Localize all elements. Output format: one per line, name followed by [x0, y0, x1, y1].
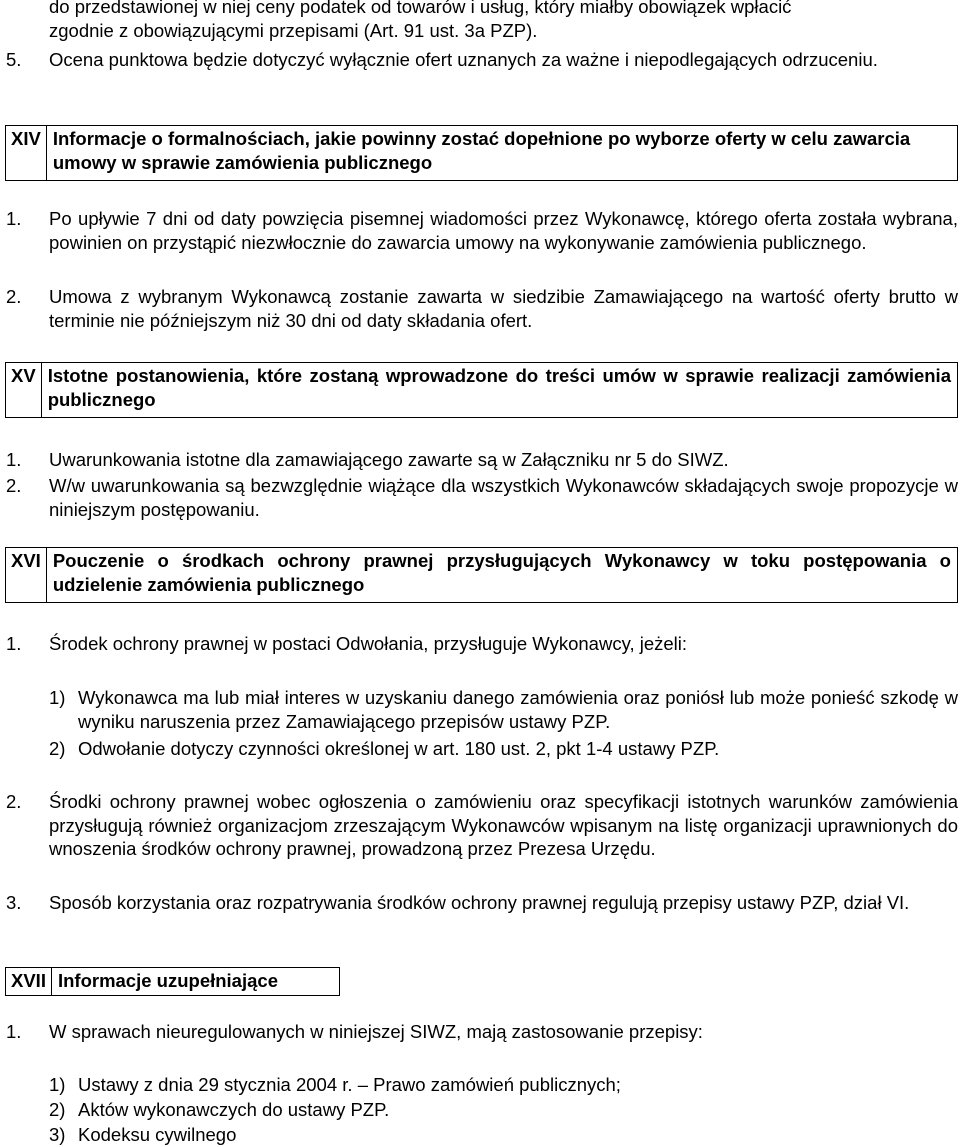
item-number: 2.	[6, 791, 22, 812]
subitem-number: 1)	[49, 1074, 66, 1095]
item-number: 2.	[6, 286, 22, 307]
section-title: Istotne postanowienia, które zostaną wprowadzone do treści umów w sprawie realizacji zamówienia publicznego	[47, 365, 951, 410]
item-text: Sposób korzystania oraz rozpatrywania środków ochrony prawnej regulują przepisy ustawy PZP, dział VI.	[49, 892, 910, 913]
item-number: 1.	[6, 449, 22, 470]
subitem-text: Kodeksu cywilnego	[78, 1124, 237, 1145]
subitem-text: Odwołanie dotyczy czynności określonej w art. 180 ust. 2, pkt 1-4 ustawy PZP.	[78, 738, 720, 759]
item-text: Uwarunkowania istotne dla zamawiającego zawarte są w Załączniku nr 5 do SIWZ.	[49, 449, 729, 470]
sub-list-item	[49, 1073, 958, 1097]
subitem-number: 2)	[49, 738, 66, 759]
subitem-text: Wykonawca ma lub miał interes w uzyskaniu danego zamówienia oraz poniósł lub może ponieść szkodę w wyniku naruszenia przez Zamawiającego przepisów ustawy PZP.	[78, 687, 958, 732]
item-text: Środek ochrony prawnej w postaci Odwołania, przysługuje Wykonawcy, jeżeli:	[49, 633, 688, 654]
list-item	[6, 48, 958, 72]
section-heading-xv	[5, 362, 958, 418]
list-item	[6, 285, 958, 332]
section-title: Informacje uzupełniające	[57, 970, 278, 991]
section-number: XVI	[6, 548, 47, 602]
list-item	[6, 448, 958, 472]
list-item	[6, 632, 958, 656]
section-number: XIV	[6, 126, 47, 180]
section-heading-xiv	[5, 125, 958, 181]
subitem-number: 2)	[49, 1099, 66, 1120]
subitem-number: 3)	[49, 1124, 66, 1145]
subitem-number: 1)	[49, 687, 66, 708]
sub-list-item	[49, 686, 958, 733]
item-text: Po upływie 7 dni od daty powzięcia pisemnej wiadomości przez Wykonawcę, którego oferta została wybrana, powinien on przystąpić niezwłocznie do zawarcia umowy na wykonywanie zamówienia publicznego.	[49, 208, 958, 253]
continuation-text	[6, 0, 958, 42]
item-text: Umowa z wybranym Wykonawcą zostanie zawarta w siedzibie Zamawiającego na wartość oferty brutto w terminie nie późniejszym niż 30 dni od daty składania ofert.	[49, 286, 958, 331]
item-text: Ocena punktowa będzie dotyczyć wyłącznie ofert uznanych za ważne i niepodlegających odrzuceniu.	[49, 49, 878, 70]
item-text: W/w uwarunkowania są bezwzględnie wiążące dla wszystkich Wykonawców składających swoje propozycje w niniejszym postępowaniu.	[49, 475, 958, 520]
section-heading-xvii	[5, 967, 340, 996]
list-item	[6, 474, 958, 521]
item-number: 1.	[6, 1021, 22, 1042]
continuation-line-2: zgodnie z obowiązującymi przepisami (Art. 91 ust. 3a PZP).	[49, 19, 538, 41]
continuation-line-1: do przedstawionej w niej ceny podatek od towarów i usług, który miałby obowiązek wpłacić	[49, 0, 792, 17]
item-number: 5.	[6, 49, 22, 70]
subitem-text: Aktów wykonawczych do ustawy PZP.	[78, 1099, 390, 1120]
list-item	[6, 207, 958, 254]
section-heading-xvi	[5, 547, 958, 603]
section-number: XV	[6, 363, 42, 417]
sub-list-item	[49, 1098, 958, 1122]
section-title: Pouczenie o środkach ochrony prawnej przysługujących Wykonawcy w toku postępowania o udzielenie zamówienia publicznego	[52, 550, 951, 595]
section-number: XVII	[6, 968, 52, 995]
list-item	[6, 891, 958, 915]
item-number: 2.	[6, 475, 22, 496]
item-number: 3.	[6, 892, 22, 913]
item-number: 1.	[6, 208, 22, 229]
sub-list-item	[49, 1123, 958, 1147]
list-item	[6, 1020, 958, 1044]
item-text: Środki ochrony prawnej wobec ogłoszenia o zamówieniu oraz specyfikacji istotnych warunków zamówienia przysługują również organizacjom zrzeszającym Wykonawców wpisanym na listę organizacji uprawnionych do wnoszenia środków ochrony prawnej, prowadzoną przez Prezesa Urzędu.	[49, 791, 958, 859]
section-title: Informacje o formalnościach, jakie powinny zostać dopełnione po wyborze oferty w celu zawarcia umowy w sprawie zamówienia publicznego	[52, 128, 911, 173]
sub-list-item	[49, 737, 958, 761]
subitem-text: Ustawy z dnia 29 stycznia 2004 r. – Prawo zamówień publicznych;	[78, 1074, 621, 1095]
list-item	[6, 790, 958, 861]
item-text: W sprawach nieuregulowanych w niniejszej SIWZ, mają zastosowanie przepisy:	[49, 1021, 703, 1042]
item-number: 1.	[6, 633, 22, 654]
